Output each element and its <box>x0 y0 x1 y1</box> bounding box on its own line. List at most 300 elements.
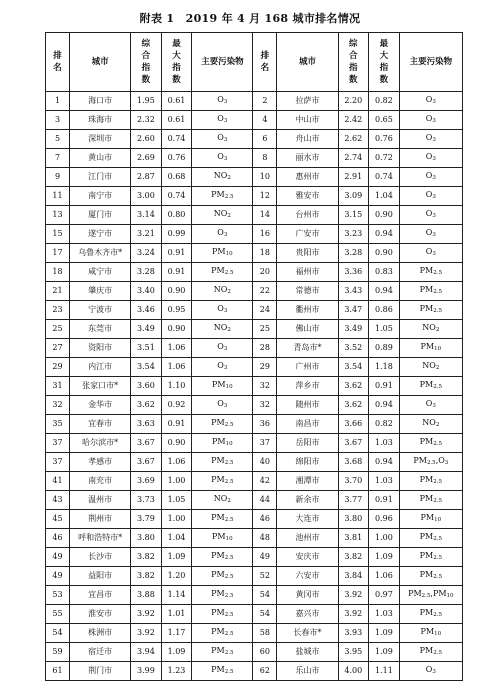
pollutant-cell: $O_3$ <box>192 358 253 377</box>
max-index-cell: 0.74 <box>161 187 192 206</box>
index-cell: 3.49 <box>131 320 162 339</box>
pollutant-cell: $PM_{10}$ <box>399 339 462 358</box>
rank-cell: 28 <box>253 339 277 358</box>
pollutant-cell: $PM_{2.5}$ <box>192 263 253 282</box>
max-index-cell: 1.00 <box>161 510 192 529</box>
pollutant-cell: $PM_{2.5}$ <box>399 472 462 491</box>
pollutant-cell: $PM_{2.5}$ <box>192 187 253 206</box>
pollutant-cell: $NO_2$ <box>192 168 253 187</box>
index-cell: 2.20 <box>338 92 369 111</box>
rank-cell: 18 <box>253 244 277 263</box>
rank-cell: 13 <box>46 206 70 225</box>
index-cell: 3.62 <box>338 396 369 415</box>
table-row <box>46 206 463 225</box>
table-row <box>46 244 463 263</box>
rank-cell: 49 <box>253 548 277 567</box>
pollutant-cell: $PM_{2.5}$ <box>192 605 253 624</box>
city-cell: 荆门市 <box>70 662 131 681</box>
rank-cell: 36 <box>253 415 277 434</box>
table-row <box>46 624 463 643</box>
city-cell: 荆州市 <box>70 510 131 529</box>
index-cell: 3.49 <box>338 320 369 339</box>
pollutant-cell: $PM_{10}$ <box>192 244 253 263</box>
rank-cell: 61 <box>46 662 70 681</box>
city-cell: 遂宁市 <box>70 225 131 244</box>
pollutant-cell: $PM_{2.5}$ <box>399 301 462 320</box>
city-cell: 宿迁市 <box>70 643 131 662</box>
city-cell: 新余市 <box>277 491 338 510</box>
table-row <box>46 453 463 472</box>
rank-cell: 37 <box>253 434 277 453</box>
rank-cell: 29 <box>46 358 70 377</box>
pollutant-cell: $O_3$ <box>399 225 462 244</box>
index-cell: 2.32 <box>131 111 162 130</box>
index-cell: 3.79 <box>131 510 162 529</box>
city-cell: 湘潭市 <box>277 472 338 491</box>
index-cell: 3.62 <box>131 396 162 415</box>
table-row <box>46 282 463 301</box>
index-cell: 3.77 <box>338 491 369 510</box>
city-cell: 嘉兴市 <box>277 605 338 624</box>
rank-cell: 6 <box>253 130 277 149</box>
index-cell: 3.88 <box>131 586 162 605</box>
rank-cell: 59 <box>46 643 70 662</box>
city-cell: 常德市 <box>277 282 338 301</box>
index-cell: 3.92 <box>131 605 162 624</box>
city-cell: 中山市 <box>277 111 338 130</box>
rank-cell: 32 <box>253 377 277 396</box>
pollutant-cell: $PM_{2.5}$ <box>399 548 462 567</box>
city-cell: 丽水市 <box>277 149 338 168</box>
table-row <box>46 472 463 491</box>
index-cell: 3.70 <box>338 472 369 491</box>
table-row <box>46 187 463 206</box>
index-cell: 3.99 <box>131 662 162 681</box>
city-cell: 咸宁市 <box>70 263 131 282</box>
pollutant-cell: $O_3$ <box>192 301 253 320</box>
pollutant-cell: $NO_2$ <box>192 282 253 301</box>
rank-cell: 54 <box>46 624 70 643</box>
city-cell: 雅安市 <box>277 187 338 206</box>
rank-cell: 60 <box>253 643 277 662</box>
rank-cell: 29 <box>253 358 277 377</box>
city-cell: 宜春市 <box>70 415 131 434</box>
pollutant-cell: $PM_{2.5}$ <box>192 624 253 643</box>
rank-cell: 45 <box>46 510 70 529</box>
index-cell: 3.36 <box>338 263 369 282</box>
rank-cell: 1 <box>46 92 70 111</box>
index-cell: 2.42 <box>338 111 369 130</box>
pollutant-cell: $PM_{2.5}$ <box>399 643 462 662</box>
table-row <box>46 130 463 149</box>
city-cell: 盐城市 <box>277 643 338 662</box>
index-cell: 2.74 <box>338 149 369 168</box>
pollutant-cell: $PM_{2.5}$ <box>399 491 462 510</box>
rank-cell: 23 <box>46 301 70 320</box>
pollutant-cell: $O_3$ <box>192 149 253 168</box>
city-cell: 台州市 <box>277 206 338 225</box>
rank-cell: 14 <box>253 206 277 225</box>
max-index-cell: 0.61 <box>161 111 192 130</box>
header-row <box>46 33 463 92</box>
pollutant-cell: $PM_{2.5}$ <box>192 510 253 529</box>
max-index-cell: 1.03 <box>369 434 400 453</box>
table-row <box>46 586 463 605</box>
max-index-cell: 1.04 <box>161 529 192 548</box>
pollutant-cell: $NO_2$ <box>192 491 253 510</box>
pollutant-cell: $PM_{2.5}$ <box>192 643 253 662</box>
table-row <box>46 339 463 358</box>
rank-cell: 43 <box>46 491 70 510</box>
table-row <box>46 491 463 510</box>
pollutant-cell: $O_3$ <box>192 92 253 111</box>
pollutant-cell: $O_3$ <box>399 92 462 111</box>
index-cell: 3.94 <box>131 643 162 662</box>
max-index-cell: 0.82 <box>369 415 400 434</box>
header-city: 城市 <box>70 33 131 92</box>
max-index-cell: 0.89 <box>369 339 400 358</box>
header-pollutant: 主要污染物 <box>399 33 462 92</box>
city-cell: 株洲市 <box>70 624 131 643</box>
max-index-cell: 0.97 <box>369 586 400 605</box>
city-cell: 舟山市 <box>277 130 338 149</box>
rank-cell: 62 <box>253 662 277 681</box>
rank-cell: 37 <box>46 434 70 453</box>
rank-cell: 2 <box>253 92 277 111</box>
max-index-cell: 0.95 <box>161 301 192 320</box>
max-index-cell: 0.61 <box>161 92 192 111</box>
index-cell: 3.14 <box>131 206 162 225</box>
pollutant-cell: $O_3$ <box>192 225 253 244</box>
index-cell: 3.47 <box>338 301 369 320</box>
city-cell: 福州市 <box>277 263 338 282</box>
pollutant-cell: $O_3$ <box>399 244 462 263</box>
city-cell: 金华市 <box>70 396 131 415</box>
max-index-cell: 1.23 <box>161 662 192 681</box>
pollutant-cell: $PM_{2.5}$ <box>399 567 462 586</box>
city-cell: 长春市* <box>277 624 338 643</box>
index-cell: 2.87 <box>131 168 162 187</box>
city-cell: 六安市 <box>277 567 338 586</box>
index-cell: 3.84 <box>338 567 369 586</box>
table-row <box>46 358 463 377</box>
city-ranking-table <box>45 32 463 681</box>
pollutant-cell: $PM_{2.5},PM_{10}$ <box>399 586 462 605</box>
max-index-cell: 0.96 <box>369 510 400 529</box>
city-cell: 池州市 <box>277 529 338 548</box>
pollutant-cell: $PM_{10}$ <box>192 377 253 396</box>
header-max-index: 最大指数 <box>369 33 400 92</box>
table-row <box>46 168 463 187</box>
rank-cell: 25 <box>253 320 277 339</box>
pollutant-cell: $O_3$ <box>192 111 253 130</box>
max-index-cell: 0.74 <box>161 130 192 149</box>
index-cell: 3.67 <box>338 434 369 453</box>
rank-cell: 46 <box>253 510 277 529</box>
index-cell: 2.91 <box>338 168 369 187</box>
index-cell: 3.15 <box>338 206 369 225</box>
index-cell: 3.69 <box>131 472 162 491</box>
city-cell: 黄山市 <box>70 149 131 168</box>
city-cell: 大连市 <box>277 510 338 529</box>
city-cell: 安庆市 <box>277 548 338 567</box>
rank-cell: 35 <box>46 415 70 434</box>
index-cell: 3.81 <box>338 529 369 548</box>
rank-cell: 54 <box>253 605 277 624</box>
table-row <box>46 415 463 434</box>
pollutant-cell: $PM_{2.5}$ <box>192 453 253 472</box>
rank-cell: 49 <box>46 567 70 586</box>
city-cell: 广州市 <box>277 358 338 377</box>
index-cell: 3.73 <box>131 491 162 510</box>
city-cell: 海口市 <box>70 92 131 111</box>
pollutant-cell: $NO_2$ <box>399 320 462 339</box>
rank-cell: 12 <box>253 187 277 206</box>
rank-cell: 11 <box>46 187 70 206</box>
max-index-cell: 0.65 <box>369 111 400 130</box>
pollutant-cell: $PM_{2.5}$ <box>399 263 462 282</box>
table-row <box>46 396 463 415</box>
max-index-cell: 0.86 <box>369 301 400 320</box>
index-cell: 3.66 <box>338 415 369 434</box>
index-cell: 3.92 <box>131 624 162 643</box>
pollutant-cell: $NO_2$ <box>192 206 253 225</box>
city-cell: 长沙市 <box>70 548 131 567</box>
rank-cell: 17 <box>46 244 70 263</box>
max-index-cell: 0.91 <box>161 415 192 434</box>
city-cell: 珠海市 <box>70 111 131 130</box>
max-index-cell: 1.06 <box>161 358 192 377</box>
max-index-cell: 1.09 <box>369 548 400 567</box>
table-row <box>46 301 463 320</box>
city-cell: 南充市 <box>70 472 131 491</box>
max-index-cell: 0.99 <box>161 225 192 244</box>
max-index-cell: 0.90 <box>369 206 400 225</box>
rank-cell: 21 <box>46 282 70 301</box>
pollutant-cell: $O_3$ <box>399 111 462 130</box>
max-index-cell: 1.18 <box>369 358 400 377</box>
city-cell: 江门市 <box>70 168 131 187</box>
city-cell: 宜昌市 <box>70 586 131 605</box>
index-cell: 3.93 <box>338 624 369 643</box>
rank-cell: 32 <box>253 396 277 415</box>
index-cell: 3.40 <box>131 282 162 301</box>
index-cell: 3.24 <box>131 244 162 263</box>
city-cell: 衢州市 <box>277 301 338 320</box>
city-cell: 呼和浩特市* <box>70 529 131 548</box>
max-index-cell: 1.10 <box>161 377 192 396</box>
max-index-cell: 1.09 <box>369 624 400 643</box>
index-cell: 3.80 <box>131 529 162 548</box>
city-cell: 青岛市* <box>277 339 338 358</box>
pollutant-cell: $PM_{2.5}$ <box>399 529 462 548</box>
pollutant-cell: $O_3$ <box>399 168 462 187</box>
index-cell: 3.28 <box>131 263 162 282</box>
max-index-cell: 1.04 <box>369 187 400 206</box>
index-cell: 3.67 <box>131 453 162 472</box>
city-cell: 宁波市 <box>70 301 131 320</box>
pollutant-cell: $O_3$ <box>399 149 462 168</box>
max-index-cell: 0.92 <box>161 396 192 415</box>
max-index-cell: 0.91 <box>161 263 192 282</box>
header-index: 综合指数 <box>131 33 162 92</box>
index-cell: 3.63 <box>131 415 162 434</box>
max-index-cell: 1.03 <box>369 605 400 624</box>
max-index-cell: 1.09 <box>161 643 192 662</box>
max-index-cell: 0.80 <box>161 206 192 225</box>
city-cell: 温州市 <box>70 491 131 510</box>
max-index-cell: 0.94 <box>369 282 400 301</box>
rank-cell: 46 <box>46 529 70 548</box>
city-cell: 拉萨市 <box>277 92 338 111</box>
table-row <box>46 263 463 282</box>
rank-cell: 37 <box>46 453 70 472</box>
rank-cell: 10 <box>253 168 277 187</box>
index-cell: 3.21 <box>131 225 162 244</box>
table-row <box>46 149 463 168</box>
index-cell: 3.62 <box>338 377 369 396</box>
rank-cell: 9 <box>46 168 70 187</box>
rank-cell: 42 <box>253 472 277 491</box>
pollutant-cell: $PM_{2.5},O_3$ <box>399 453 462 472</box>
pollutant-cell: $O_3$ <box>399 662 462 681</box>
index-cell: 3.28 <box>338 244 369 263</box>
index-cell: 3.82 <box>338 548 369 567</box>
pollutant-cell: $NO_2$ <box>192 320 253 339</box>
table-title: 附表 1 2019 年 4 月 168 城市排名情况 <box>139 12 361 25</box>
max-index-cell: 0.76 <box>161 149 192 168</box>
pollutant-cell: $PM_{2.5}$ <box>399 605 462 624</box>
max-index-cell: 0.74 <box>369 168 400 187</box>
header-index: 综合指数 <box>338 33 369 92</box>
max-index-cell: 1.00 <box>369 529 400 548</box>
max-index-cell: 1.00 <box>161 472 192 491</box>
rank-cell: 25 <box>46 320 70 339</box>
rank-cell: 40 <box>253 453 277 472</box>
index-cell: 3.46 <box>131 301 162 320</box>
pollutant-cell: $O_3$ <box>399 206 462 225</box>
max-index-cell: 0.94 <box>369 453 400 472</box>
table-row <box>46 662 463 681</box>
index-cell: 3.92 <box>338 586 369 605</box>
rank-cell: 32 <box>46 396 70 415</box>
index-cell: 3.92 <box>338 605 369 624</box>
index-cell: 3.52 <box>338 339 369 358</box>
header-max-index: 最大指数 <box>161 33 192 92</box>
pollutant-cell: $PM_{2.5}$ <box>399 434 462 453</box>
city-cell: 资阳市 <box>70 339 131 358</box>
pollutant-cell: $PM_{2.5}$ <box>192 586 253 605</box>
max-index-cell: 0.91 <box>369 377 400 396</box>
table-row <box>46 567 463 586</box>
header-rank: 排名 <box>46 33 70 92</box>
max-index-cell: 1.05 <box>161 491 192 510</box>
rank-cell: 4 <box>253 111 277 130</box>
city-cell: 益阳市 <box>70 567 131 586</box>
rank-cell: 7 <box>46 149 70 168</box>
pollutant-cell: $O_3$ <box>399 130 462 149</box>
pollutant-cell: $PM_{2.5}$ <box>192 548 253 567</box>
max-index-cell: 1.17 <box>161 624 192 643</box>
index-cell: 1.95 <box>131 92 162 111</box>
city-cell: 厦门市 <box>70 206 131 225</box>
city-cell: 黄冈市 <box>277 586 338 605</box>
city-cell: 随州市 <box>277 396 338 415</box>
pollutant-cell: $PM_{2.5}$ <box>192 567 253 586</box>
pollutant-cell: $PM_{2.5}$ <box>192 662 253 681</box>
rank-cell: 3 <box>46 111 70 130</box>
max-index-cell: 1.01 <box>161 605 192 624</box>
city-cell: 哈尔滨市* <box>70 434 131 453</box>
city-cell: 孝感市 <box>70 453 131 472</box>
max-index-cell: 0.76 <box>369 130 400 149</box>
table-row <box>46 320 463 339</box>
table-row <box>46 510 463 529</box>
city-cell: 淮安市 <box>70 605 131 624</box>
city-cell: 绵阳市 <box>277 453 338 472</box>
table-row <box>46 643 463 662</box>
city-cell: 岳阳市 <box>277 434 338 453</box>
rank-cell: 54 <box>253 586 277 605</box>
rank-cell: 52 <box>253 567 277 586</box>
index-cell: 3.54 <box>131 358 162 377</box>
pollutant-cell: $NO_2$ <box>399 415 462 434</box>
index-cell: 3.43 <box>338 282 369 301</box>
max-index-cell: 0.82 <box>369 92 400 111</box>
pollutant-cell: $PM_{10}$ <box>192 434 253 453</box>
table-row <box>46 377 463 396</box>
table-row <box>46 605 463 624</box>
rank-cell: 5 <box>46 130 70 149</box>
index-cell: 3.23 <box>338 225 369 244</box>
rank-cell: 55 <box>46 605 70 624</box>
pollutant-cell: $PM_{10}$ <box>399 624 462 643</box>
max-index-cell: 0.91 <box>369 491 400 510</box>
pollutant-cell: $PM_{2.5}$ <box>399 377 462 396</box>
pollutant-cell: $O_3$ <box>399 187 462 206</box>
index-cell: 3.09 <box>338 187 369 206</box>
rank-cell: 18 <box>46 263 70 282</box>
city-cell: 南宁市 <box>70 187 131 206</box>
city-cell: 乌鲁木齐市* <box>70 244 131 263</box>
rank-cell: 24 <box>253 301 277 320</box>
table-row <box>46 92 463 111</box>
table-row <box>46 225 463 244</box>
max-index-cell: 0.94 <box>369 225 400 244</box>
header-pollutant: 主要污染物 <box>192 33 253 92</box>
header-city: 城市 <box>277 33 338 92</box>
city-cell: 贵阳市 <box>277 244 338 263</box>
city-cell: 惠州市 <box>277 168 338 187</box>
max-index-cell: 1.03 <box>369 472 400 491</box>
rank-cell: 16 <box>253 225 277 244</box>
city-cell: 肇庆市 <box>70 282 131 301</box>
city-cell: 张家口市* <box>70 377 131 396</box>
rank-cell: 53 <box>46 586 70 605</box>
pollutant-cell: $NO_2$ <box>399 358 462 377</box>
max-index-cell: 0.90 <box>369 244 400 263</box>
rank-cell: 44 <box>253 491 277 510</box>
max-index-cell: 1.06 <box>161 453 192 472</box>
max-index-cell: 1.11 <box>369 662 400 681</box>
index-cell: 2.62 <box>338 130 369 149</box>
index-cell: 3.95 <box>338 643 369 662</box>
rank-cell: 15 <box>46 225 70 244</box>
pollutant-cell: $O_3$ <box>192 130 253 149</box>
index-cell: 3.67 <box>131 434 162 453</box>
index-cell: 3.00 <box>131 187 162 206</box>
city-cell: 南昌市 <box>277 415 338 434</box>
